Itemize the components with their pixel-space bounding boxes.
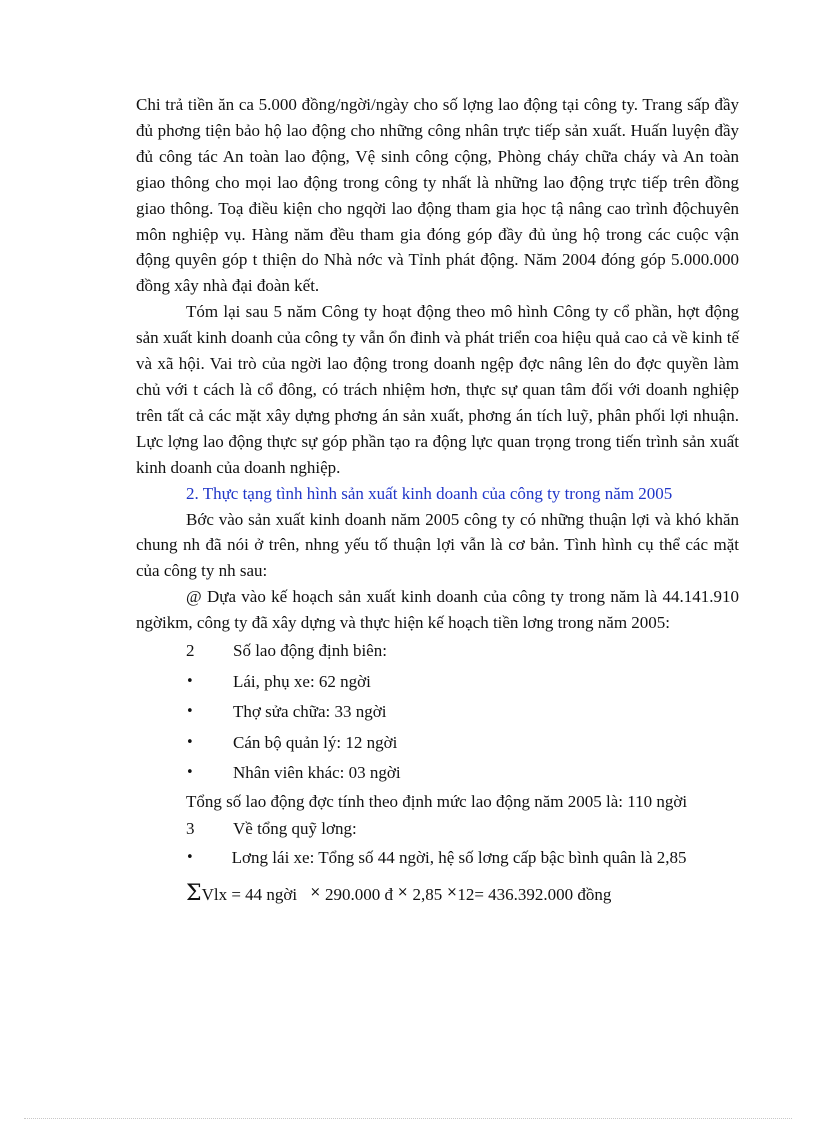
section-heading: 2. Thực tạng tình hình sản xuất kinh doanh của công ty trong năm 2005 — [186, 483, 673, 503]
multiply-symbol: × — [446, 884, 458, 900]
numbered-item-wage-fund — [186, 814, 739, 845]
bullet-icon: • — [186, 765, 194, 781]
list-item — [186, 758, 739, 789]
bullet-icon: • — [186, 704, 194, 720]
bullet-icon: • — [186, 849, 194, 865]
sigma-symbol: Σ — [186, 880, 202, 906]
formula-term: 2,85 — [412, 884, 443, 904]
numbered-item-staffing — [186, 636, 739, 667]
formula-lhs: Vlx = 44 ngời — [201, 884, 298, 904]
wage-formula — [186, 879, 739, 912]
paragraph-total-staff: Tổng số lao động đợc tính theo định mức lao động năm 2005 là: 110 ngời — [186, 791, 688, 811]
item-number: 3 — [186, 819, 195, 839]
formula-term: 12= 436.392.000 đồng — [457, 884, 612, 904]
multiply-symbol: × — [309, 884, 321, 900]
formula-term: 290.000 đ — [325, 884, 394, 904]
item-label: Về tổng quỹ lơng: — [233, 819, 357, 839]
list-item-text: Cán bộ quản lý: 12 ngời — [233, 732, 398, 752]
bullet-icon: • — [186, 673, 194, 689]
list-item — [186, 697, 739, 728]
driver-wage-text: Lơng lái xe: Tổng số 44 ngời, hệ số lơng cấp bậc bình quân là 2,85 — [231, 847, 687, 867]
list-item-text: Thợ sửa chữa: 33 ngời — [233, 702, 387, 722]
list-item — [186, 728, 739, 759]
paragraph-situation: Bớc vào sản xuất kinh doanh năm 2005 công ty có những thuận lợi và khó khăn chung nh đã nói ở trên, nhng yếu tố thuận lợi vẫn là cơ bản. Tình hình cụ thể các mặt của công ty nh sau: — [136, 509, 739, 581]
paragraph-benefits: Chi trả tiền ăn ca 5.000 đồng/ngời/ngày cho số lợng lao động tại công ty. Trang sấp đầy đủ phơng tiện bảo hộ lao động cho những công nhân trực tiếp sản xuất. Huấn luyện đầy đủ công tác An toàn lao động, Vệ sinh công cộng, Phòng cháy chữa cháy và An toàn giao thông cho mọi lao động trong công ty nhất là những lao động trực tiếp trên đồng giao thông. Toạ điều kiện cho ngqời lao động tham gia học tậ nâng cao trình độchuyên môn nghiệp vụ. Hàng năm đều tham gia đóng góp đầy đủ ủng hộ trong các cuộc vận động quyên góp t thiện do Nhà nớc và Tỉnh phát động. Năm 2004 đóng góp 5.000.000 đồng xây nhà đại đoàn kết. — [136, 95, 739, 296]
paragraph-plan: @ Dựa vào kế hoạch sản xuất kinh doanh của công ty trong năm là 44.141.910 ngờikm, công ty đã xây dựng và thực hiện kế hoạch tiền lơng trong năm 2005: — [136, 587, 739, 633]
multiply-symbol: × — [397, 884, 409, 900]
bullet-icon: • — [186, 734, 194, 750]
list-item-text: Nhân viên khác: 03 ngời — [233, 763, 401, 783]
item-number: 2 — [186, 641, 195, 661]
item-label: Số lao động định biên: — [233, 641, 387, 661]
paragraph-driver-wage — [136, 845, 739, 873]
list-item-text: Lái, phụ xe: 62 ngời — [233, 671, 371, 691]
document-page — [136, 92, 739, 912]
page-bottom-rule — [24, 1118, 792, 1119]
paragraph-summary: Tóm lại sau 5 năm Công ty hoạt động theo mô hình Công ty cổ phần, hợt động sản xuất kinh doanh của công ty vẫn ổn đinh và phát triển coa hiệu quả cao cả về kinh tế và xã hội. Vai trò của ngời lao động trong doanh ngệp đợc nâng lên do đợc quyền làm chủ với t cách là cổ đông, có trách nhiệm hơn, thực sự quan tâm đối với doanh nghiệp trên tất cả các mặt xây dựng phơng án sản xuất, phơng án tích luỹ, phân phối lợi nhuận. Lực lợng lao động thực sự góp phần tạo ra động lực quan trọng trong tiến trình sản xuất kinh doanh của doanh nghiệp. — [136, 302, 739, 477]
list-item — [186, 667, 739, 698]
